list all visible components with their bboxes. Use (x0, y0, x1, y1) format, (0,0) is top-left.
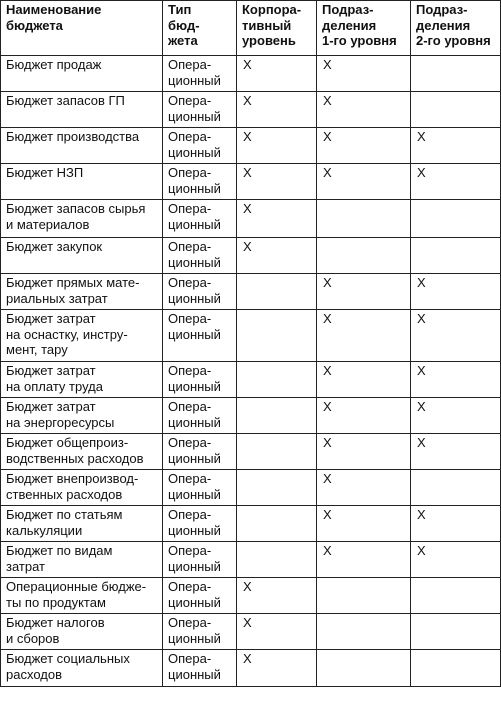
corporate-level-mark (237, 434, 317, 470)
division-level-2-mark (411, 56, 501, 92)
division-level-1-mark: X (317, 470, 411, 506)
corporate-level-mark: X (237, 128, 317, 164)
corporate-level-mark: X (237, 92, 317, 128)
division-level-2-mark (411, 650, 501, 687)
division-level-1-mark (317, 650, 411, 687)
division-level-2-mark (411, 578, 501, 614)
budget-name-cell: Бюджет продаж (1, 56, 163, 92)
budget-type-cell: Опера- ционный (163, 650, 237, 687)
header-division-level-1: Подраз- деления 1-го уровня (317, 1, 411, 56)
budget-type-cell: Опера- ционный (163, 614, 237, 650)
division-level-2-mark: X (411, 274, 501, 310)
budget-type-cell: Опера- ционный (163, 506, 237, 542)
table-row (1, 434, 501, 470)
budget-type-cell: Опера- ционный (163, 128, 237, 164)
division-level-1-mark: X (317, 128, 411, 164)
budget-type-cell: Опера- ционный (163, 274, 237, 310)
corporate-level-mark (237, 398, 317, 434)
division-level-2-mark: X (411, 362, 501, 398)
division-level-2-mark: X (411, 398, 501, 434)
budget-name-cell: Бюджет внепроизвод- ственных расходов (1, 470, 163, 506)
budget-type-cell: Опера- ционный (163, 470, 237, 506)
header-division-level-2: Подраз- деления 2-го уровня (411, 1, 501, 56)
division-level-2-mark (411, 470, 501, 506)
budget-name-cell: Бюджет производства (1, 128, 163, 164)
division-level-1-mark: X (317, 398, 411, 434)
division-level-1-mark: X (317, 164, 411, 200)
corporate-level-mark: X (237, 200, 317, 238)
table-row (1, 506, 501, 542)
header-budget-type: Тип бюд- жета (163, 1, 237, 56)
table-row (1, 398, 501, 434)
corporate-level-mark (237, 470, 317, 506)
budget-name-cell: Бюджет затрат на оплату труда (1, 362, 163, 398)
budget-type-cell: Опера- ционный (163, 238, 237, 274)
budget-name-cell: Бюджет прямых мате- риальных затрат (1, 274, 163, 310)
corporate-level-mark: X (237, 164, 317, 200)
budget-name-cell: Бюджет общепроиз- водственных расходов (1, 434, 163, 470)
budget-name-cell: Бюджет запасов ГП (1, 92, 163, 128)
corporate-level-mark: X (237, 650, 317, 687)
header-row (1, 1, 501, 56)
budget-name-cell: Бюджет социальных расходов (1, 650, 163, 687)
table-row (1, 92, 501, 128)
budget-name-cell: Операционные бюдже- ты по продуктам (1, 578, 163, 614)
budget-type-cell: Опера- ционный (163, 362, 237, 398)
corporate-level-mark: X (237, 614, 317, 650)
budget-type-cell: Опера- ционный (163, 434, 237, 470)
budget-name-cell: Бюджет затрат на энергоресурсы (1, 398, 163, 434)
budget-type-cell: Опера- ционный (163, 398, 237, 434)
corporate-level-mark (237, 362, 317, 398)
table-body (1, 56, 501, 687)
corporate-level-mark (237, 506, 317, 542)
division-level-1-mark: X (317, 310, 411, 362)
budget-name-cell: Бюджет по статьям калькуляции (1, 506, 163, 542)
division-level-2-mark: X (411, 128, 501, 164)
division-level-2-mark (411, 92, 501, 128)
division-level-1-mark (317, 200, 411, 238)
budget-type-cell: Опера- ционный (163, 310, 237, 362)
division-level-1-mark (317, 614, 411, 650)
division-level-1-mark: X (317, 274, 411, 310)
budget-type-cell: Опера- ционный (163, 92, 237, 128)
header-corporate-level: Корпора- тивный уровень (237, 1, 317, 56)
table-row (1, 128, 501, 164)
division-level-1-mark: X (317, 92, 411, 128)
division-level-2-mark: X (411, 506, 501, 542)
budget-type-cell: Опера- ционный (163, 56, 237, 92)
corporate-level-mark (237, 310, 317, 362)
table-row (1, 470, 501, 506)
budget-type-cell: Опера- ционный (163, 578, 237, 614)
division-level-1-mark (317, 578, 411, 614)
table-row (1, 614, 501, 650)
division-level-2-mark: X (411, 542, 501, 578)
corporate-level-mark (237, 542, 317, 578)
table-row (1, 164, 501, 200)
header-budget-name: Наименование бюджета (1, 1, 163, 56)
budget-type-cell: Опера- ционный (163, 542, 237, 578)
division-level-1-mark: X (317, 506, 411, 542)
budget-name-cell: Бюджет НЗП (1, 164, 163, 200)
budget-name-cell: Бюджет по видам затрат (1, 542, 163, 578)
division-level-2-mark (411, 200, 501, 238)
budget-name-cell: Бюджет запасов сырья и материалов (1, 200, 163, 238)
division-level-2-mark: X (411, 164, 501, 200)
corporate-level-mark: X (237, 56, 317, 92)
table-row (1, 56, 501, 92)
corporate-level-mark (237, 274, 317, 310)
division-level-2-mark: X (411, 434, 501, 470)
division-level-1-mark: X (317, 362, 411, 398)
division-level-1-mark: X (317, 434, 411, 470)
division-level-1-mark: X (317, 56, 411, 92)
budget-name-cell: Бюджет закупок (1, 238, 163, 274)
budget-name-cell: Бюджет затрат на оснастку, инстру- мент, тару (1, 310, 163, 362)
division-level-1-mark: X (317, 542, 411, 578)
division-level-2-mark (411, 238, 501, 274)
table-row (1, 542, 501, 578)
table-header (1, 1, 501, 56)
table-row (1, 650, 501, 687)
table-row (1, 362, 501, 398)
budget-type-cell: Опера- ционный (163, 200, 237, 238)
budget-name-cell: Бюджет налогов и сборов (1, 614, 163, 650)
division-level-2-mark (411, 614, 501, 650)
table-row (1, 274, 501, 310)
division-level-2-mark: X (411, 310, 501, 362)
budget-type-cell: Опера- ционный (163, 164, 237, 200)
table-row (1, 238, 501, 274)
division-level-1-mark (317, 238, 411, 274)
corporate-level-mark: X (237, 578, 317, 614)
corporate-level-mark: X (237, 238, 317, 274)
table-row (1, 310, 501, 362)
table-row (1, 200, 501, 238)
table-row (1, 578, 501, 614)
